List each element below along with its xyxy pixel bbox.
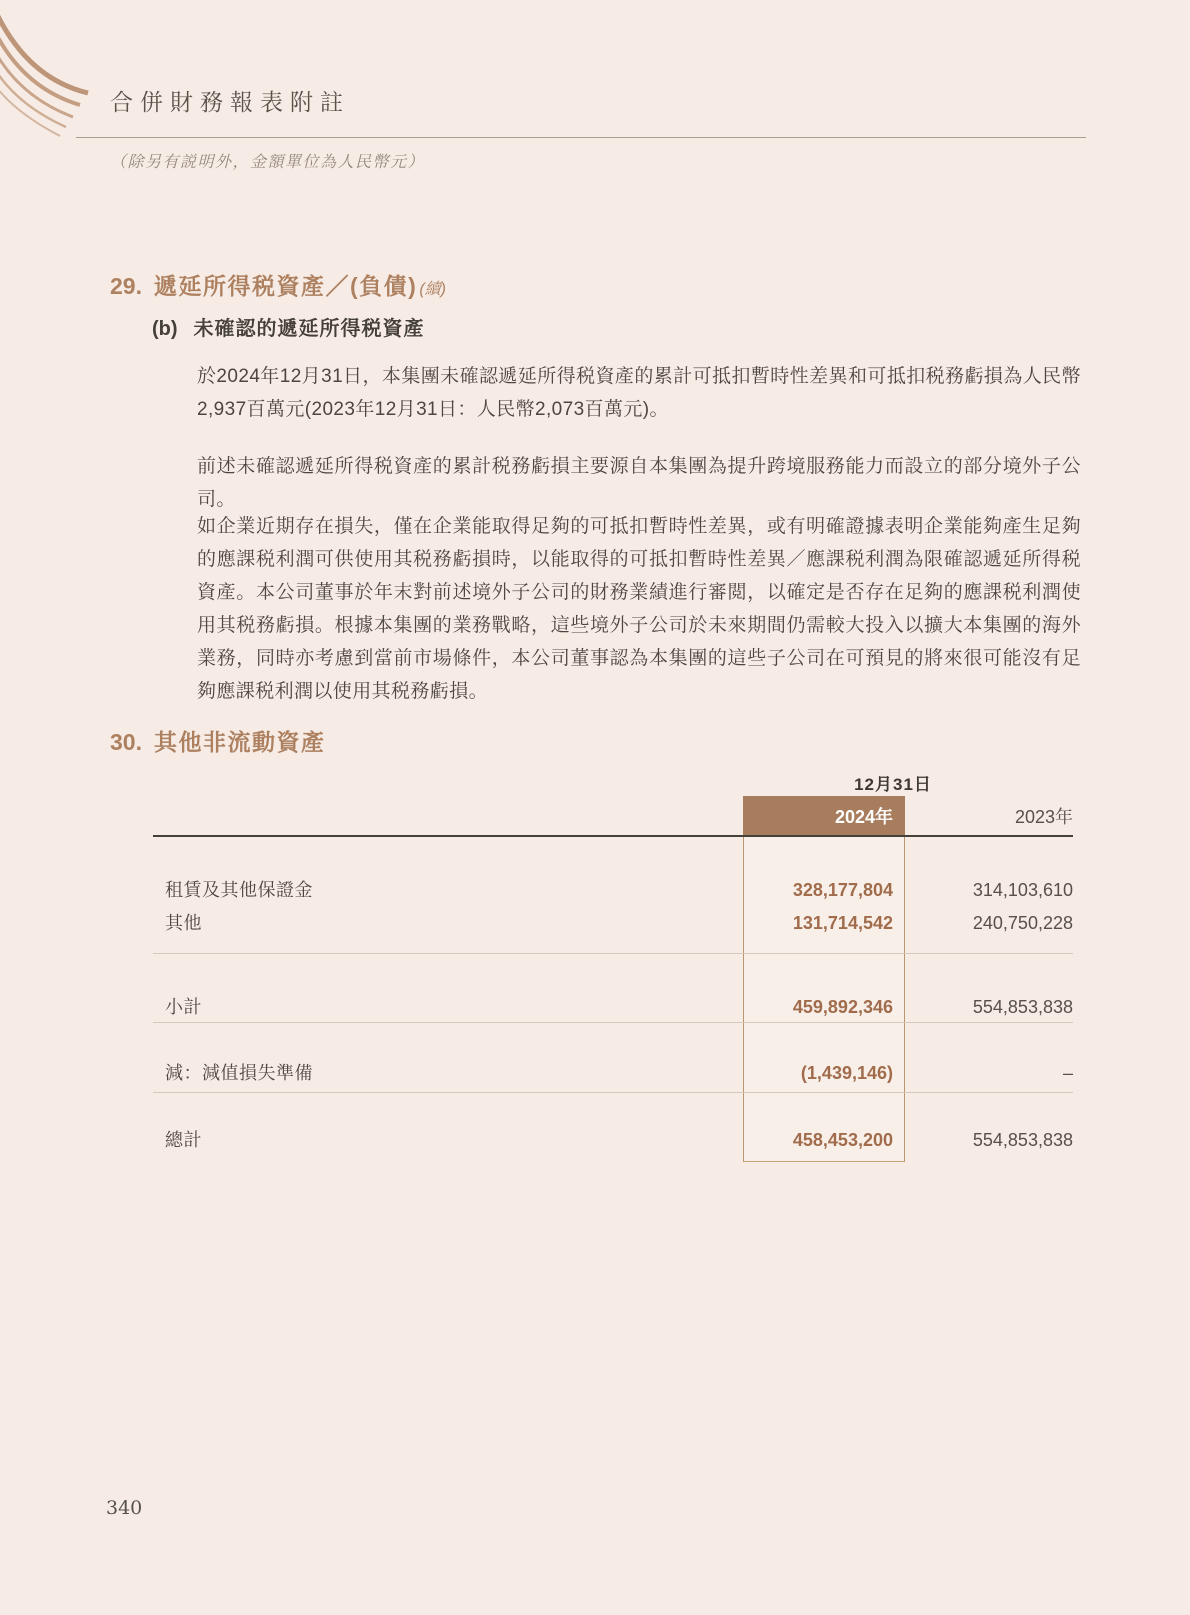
paragraph-unrecognised-dta-amounts: 於2024年12月31日，本集團未確認遞延所得税資產的累計可抵扣暫時性差異和可抵扣税務虧損為人民幣2,937百萬元(2023年12月31日：人民幣2,073百萬元)。 <box>197 366 1081 420</box>
table-date-header: 12月31日 <box>854 775 932 794</box>
other-non-current-assets-table <box>153 770 1073 1162</box>
row-value-2024: 131,714,542 <box>792 913 893 933</box>
row-value-2024: 459,892,346 <box>792 997 893 1017</box>
row-label: 小計 <box>165 997 202 1017</box>
table-separator <box>153 1022 1073 1023</box>
table-row <box>153 908 1073 938</box>
section-30-heading <box>110 724 325 757</box>
table-row <box>153 875 1073 905</box>
row-value-2023: 554,853,838 <box>972 1130 1073 1150</box>
wave-lines-logo-icon <box>0 0 100 150</box>
page-title: 合併財務報表附註 <box>110 90 350 116</box>
row-value-2023: 240,750,228 <box>972 913 1073 933</box>
section-29-continued-tag: (續) <box>419 281 446 298</box>
table-row-impairment <box>153 1058 1073 1088</box>
table-row-subtotal <box>153 992 1073 1022</box>
paragraph-tax-losses-source: 前述未確認遞延所得税資產的累計税務虧損主要源自本集團為提升跨境服務能力而設立的部分境外子公司。 <box>197 456 1081 510</box>
paragraph-directors-assessment: 如企業近期存在損失，僅在企業能取得足夠的可抵扣暫時性差異，或有明確證據表明企業能夠產生足夠的應課税利潤可供使用其税務虧損時，以能取得的可抵扣暫時性差異／應課税利潤為限確認遞延所得税資產。本公司董事於年末對前述境外子公司的財務業績進行審閲，以確定是否存在足夠的應課税利潤使用其税務虧損。根據本集團的業務戰略，這些境外子公司於未來期間仍需較大投入以擴大本集團的海外業務，同時亦考慮到當前市場條件，本公司董事認為本集團的這些子公司在可預見的將來很可能沒有足夠應課税利潤以使用其税務虧損。 <box>197 516 1081 702</box>
row-value-2023: 554,853,838 <box>972 997 1073 1017</box>
section-29b-title: 未確認的遞延所得税資產 <box>193 318 425 340</box>
currency-note: （除另有説明外，金額單位為人民幣元） <box>110 154 426 171</box>
column-header-2023: 2023年 <box>1014 806 1073 827</box>
row-label: 減：減值損失準備 <box>165 1063 313 1083</box>
row-label: 其他 <box>165 913 202 933</box>
row-value-2023: – <box>1062 1063 1073 1083</box>
row-label: 總計 <box>165 1130 202 1150</box>
header-divider <box>76 137 1086 138</box>
section-30-number: 30. <box>110 729 142 755</box>
table-separator <box>153 953 1073 954</box>
section-29-heading <box>110 268 446 301</box>
section-29b-heading <box>152 312 425 341</box>
section-29b-label: (b) <box>152 318 178 340</box>
table-separator <box>153 1092 1073 1093</box>
row-label: 租賃及其他保證金 <box>165 880 313 900</box>
table-row-total <box>153 1125 1073 1155</box>
section-29-number: 29. <box>110 273 142 299</box>
section-29-title: 遞延所得税資產／(負債) <box>153 273 418 299</box>
row-value-2024: 458,453,200 <box>792 1130 893 1150</box>
column-header-2024: 2024年 <box>743 796 905 835</box>
row-value-2023: 314,103,610 <box>972 880 1073 900</box>
row-value-2024: 328,177,804 <box>792 880 893 900</box>
section-30-title: 其他非流動資產 <box>153 729 326 755</box>
table-header-rule <box>153 835 1073 837</box>
page-number: 340 <box>106 1497 143 1519</box>
row-value-2024: (1,439,146) <box>800 1063 893 1083</box>
